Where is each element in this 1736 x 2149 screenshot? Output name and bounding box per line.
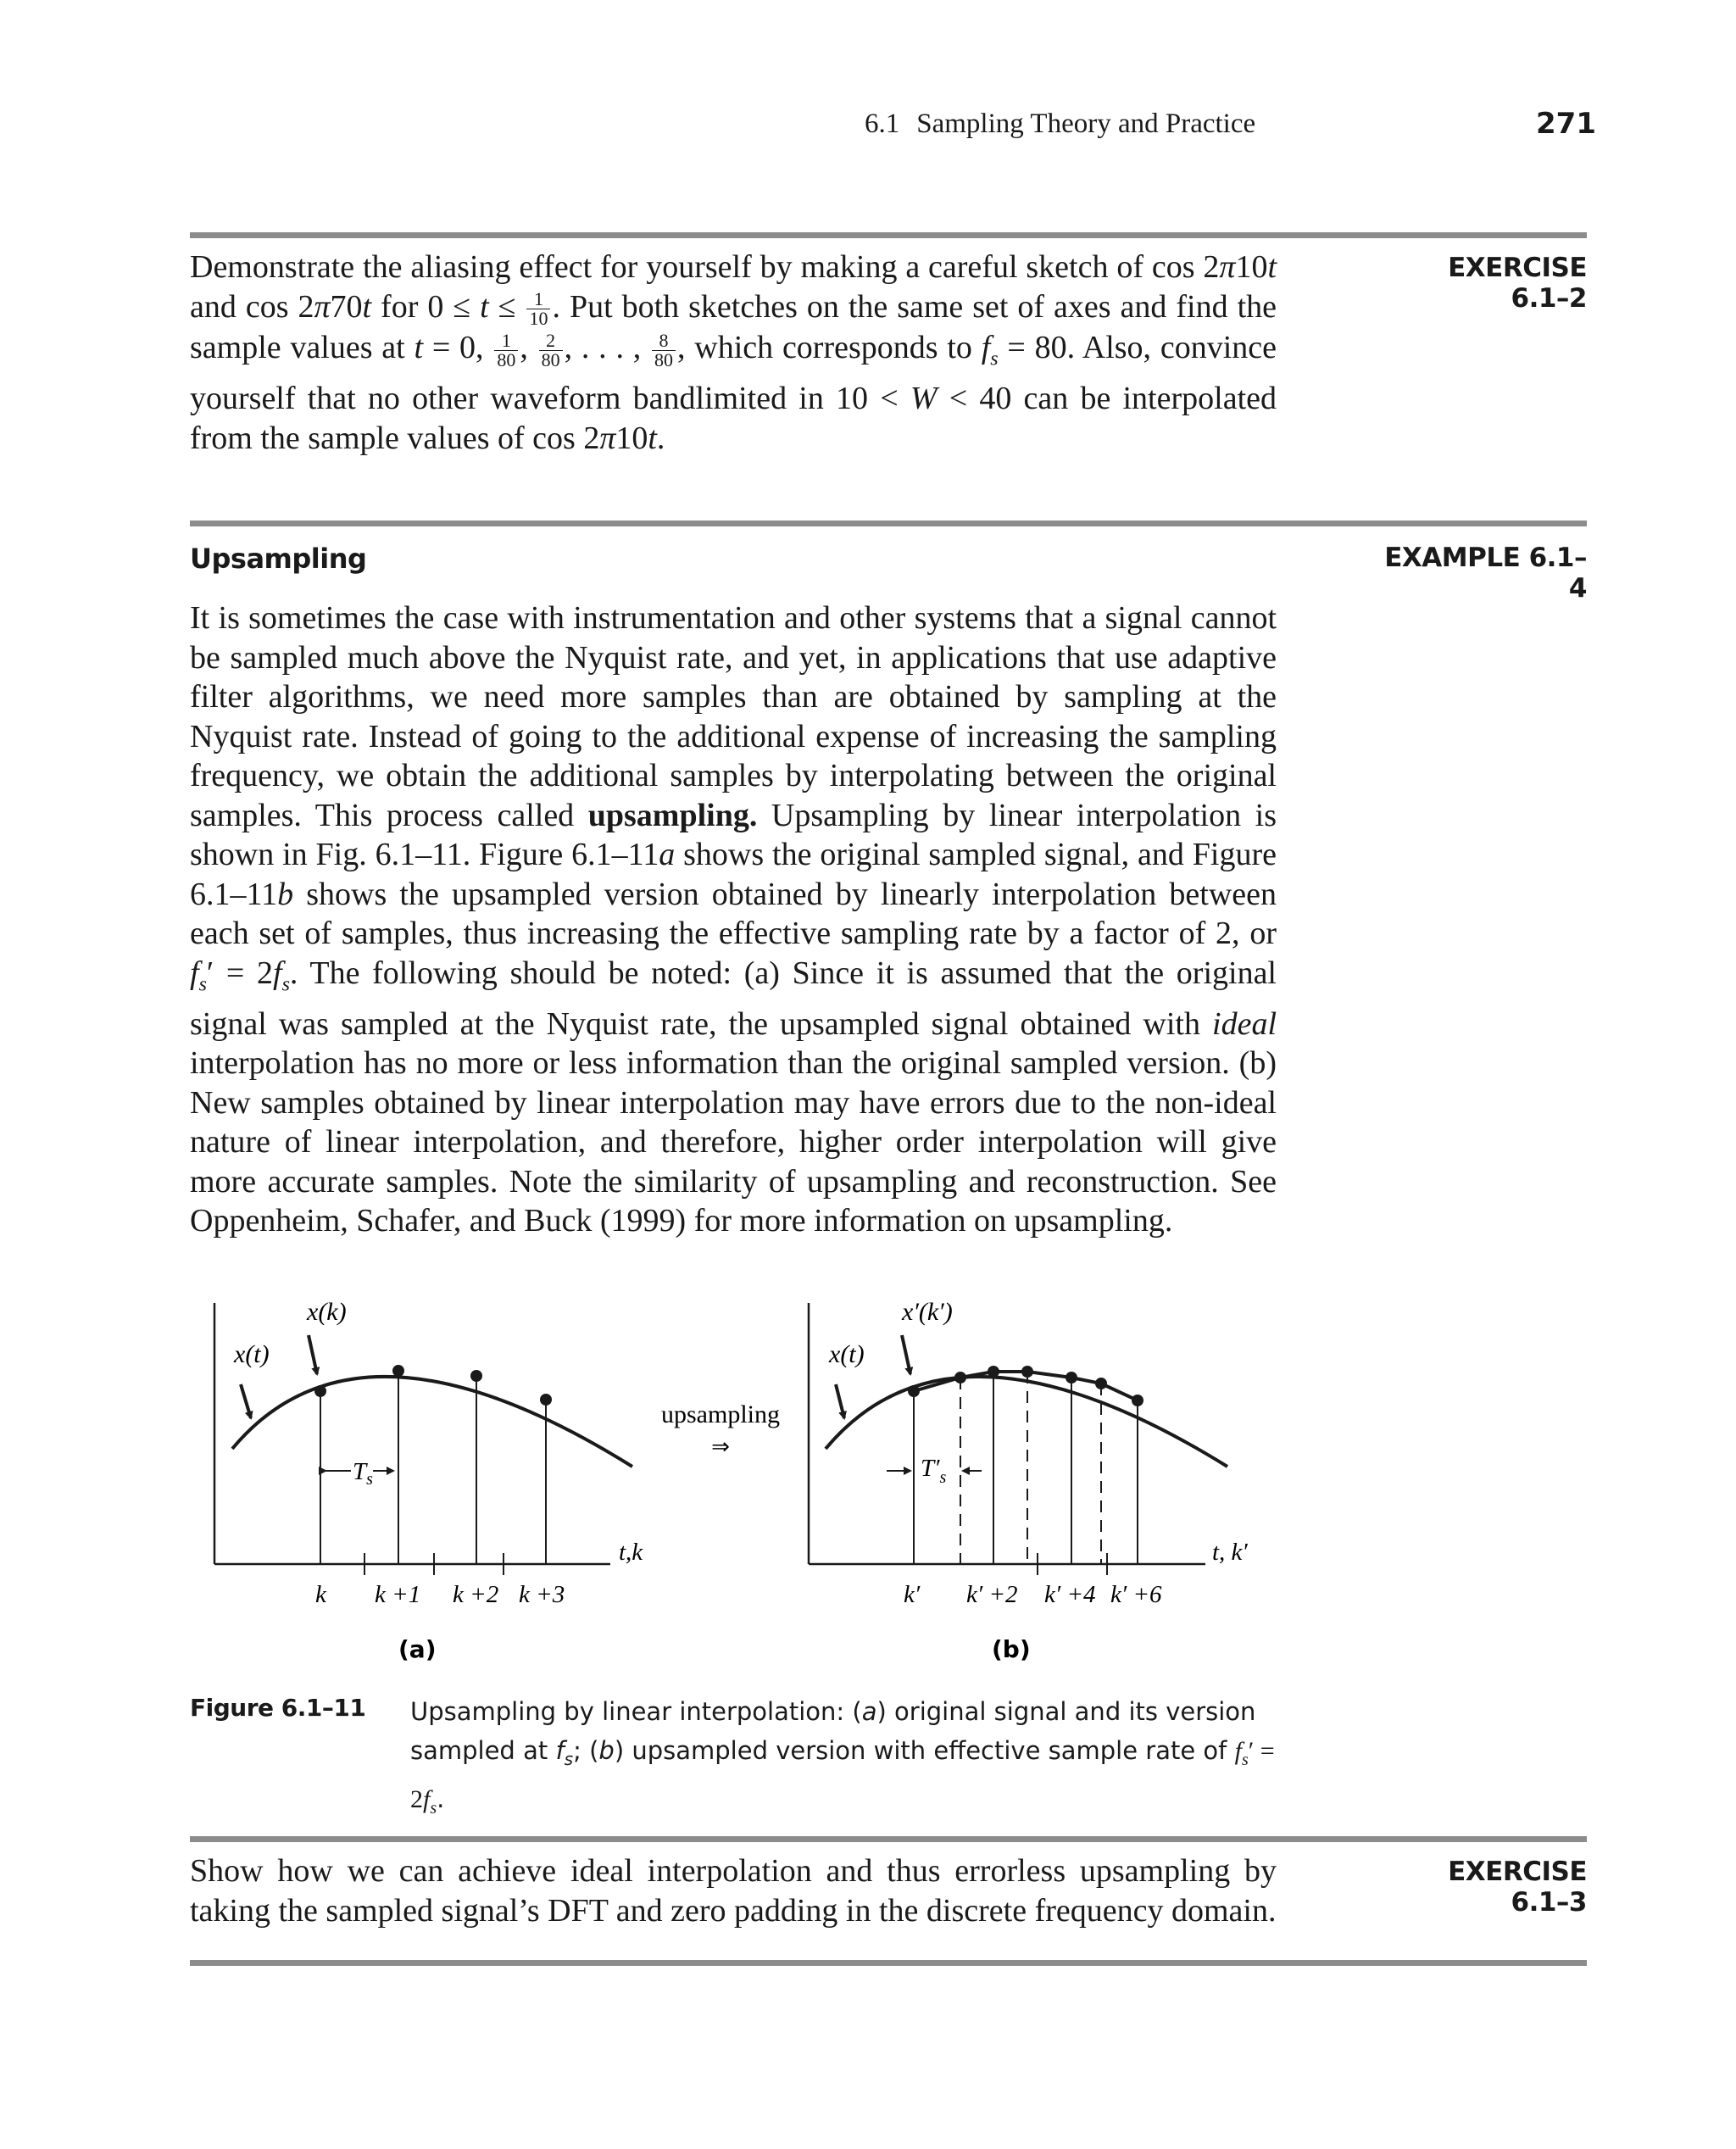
panel-b-signal-label: x(t)	[829, 1340, 865, 1368]
panel-b-sample-point	[1021, 1366, 1033, 1378]
panel-b-sample-point	[1095, 1378, 1107, 1389]
panel-a-tick-k: k	[315, 1581, 326, 1608]
panel-a-sample-point	[392, 1365, 404, 1377]
panel-a-sample-point	[470, 1370, 482, 1382]
panel-a-samples-arrow	[309, 1335, 317, 1374]
panel-b-label: (b)	[992, 1635, 1031, 1663]
example-614-label: EXAMPLE 6.1–4	[1384, 543, 1587, 604]
panel-a-tick-k2: k +2	[453, 1581, 499, 1608]
panel-b-tick-k4: k′ +4	[1044, 1581, 1096, 1608]
panel-b-samples-arrow	[902, 1335, 910, 1374]
figure-caption-text: Upsampling by linear interpolation: (a) original signal and its version sampled at $f_s$; (b) upsampled version with effective sample rate of $f_s' = 2f_s$.	[410, 1697, 1275, 1818]
panel-a-signal-label: x(t)	[234, 1340, 270, 1368]
panel-a-label: (a)	[398, 1635, 437, 1663]
exercise-613-label: EXERCISE 6.1–3	[1448, 1857, 1587, 1918]
rule-exercise-613	[190, 1836, 1587, 1842]
panel-a-signal-arrow	[241, 1384, 251, 1418]
panel-b-tick-k2: k′ +2	[966, 1581, 1018, 1608]
panel-a-samples-label: x(k)	[307, 1298, 347, 1326]
figure-6-1-11	[190, 1284, 1292, 1683]
figure-caption-label: Figure 6.1–11	[190, 1694, 366, 1722]
upsampling-arrow-text: upsampling	[661, 1400, 780, 1428]
section-title: Sampling Theory and Practice	[916, 109, 1256, 139]
panel-a-sample-point	[540, 1394, 552, 1406]
panel-b-period-label: $T'_s$	[921, 1455, 947, 1487]
panel-b	[809, 1298, 1248, 1663]
panel-a-period-label: $T_s$	[353, 1458, 373, 1489]
panel-b-axis-label: t, k′	[1212, 1539, 1248, 1566]
fraction-1-80: $\frac{1}{80}$	[494, 331, 518, 370]
panel-b-sample-point	[908, 1385, 920, 1397]
rule-example-614	[190, 521, 1587, 526]
fraction-8-80: $\frac{8}{80}$	[652, 331, 676, 370]
exercise-613-text: Show how we can achieve ideal interpolation and thus errorless upsampling by taking the sampled signal’s DFT and zero padding in the discrete frequency domain.	[190, 1853, 1277, 1929]
panel-b-signal-arrow	[836, 1384, 844, 1418]
panel-b-samples-label: x′(k′)	[902, 1298, 953, 1326]
panel-a	[214, 1298, 643, 1663]
panel-b-sample-point	[954, 1372, 966, 1383]
fraction-1-10: $\frac{1}{10}$	[526, 290, 550, 328]
panel-b-tick-k6: k′ +6	[1110, 1581, 1162, 1608]
running-header-section	[865, 109, 1255, 140]
example-heading: Upsampling	[190, 543, 367, 575]
page-number: 271	[1536, 107, 1596, 141]
rule-bottom	[190, 1960, 1587, 1966]
panel-a-tick-k1: k +1	[375, 1581, 421, 1608]
upsampling-arrow-symbol: ⇒	[711, 1434, 730, 1460]
section-number: 6.1	[865, 109, 900, 139]
fraction-2-80: $\frac{2}{80}$	[539, 331, 563, 370]
exercise-612-label: EXERCISE 6.1–2	[1448, 253, 1587, 314]
panel-b-sample-point	[1066, 1372, 1077, 1383]
panel-b-sample-point	[1132, 1395, 1143, 1406]
panel-a-axis-label: t,k	[619, 1539, 643, 1566]
panel-a-tick-k3: k +3	[519, 1581, 565, 1608]
example-614-body: It is sometimes the case with instrumentation and other systems that a signal cannot be sampled much above the Nyquist rate, and yet, in applications that use adaptive filter algorithms, we need more samples than are obtained by sampling at the Nyquist rate. Instead of going to the additional expense of increasing the sampling frequency, we obtain the additional samples by interpolating between the original samples. This process called upsampling. Upsampling by linear interpolation is shown in Fig. 6.1–11. Figure 6.1–11a shows the original sampled signal, and Figure 6.1–11b shows the upsampled version obtained by linearly interpolation between each set of samples, thus increasing the effective sampling rate by a factor of 2, or $f_s' = 2f_s$. The following should be noted: (a) Since it is assumed that the original signal was sampled at the Nyquist rate, the upsampled signal obtained with ideal interpolation has no more or less information than the original sampled version. (b) New samples obtained by linear interpolation may have errors due to the non-ideal nature of linear interpolation, and therefore, higher order interpolation will give more accurate samples. Note the similarity of upsampling and reconstruction. See Oppenheim, Schafer, and Buck (1999) for more information on upsampling.	[190, 600, 1277, 1239]
panel-a-signal-curve	[232, 1377, 632, 1467]
panel-b-tick-k: k′	[904, 1581, 921, 1608]
rule-exercise-612	[190, 232, 1587, 238]
panel-a-sample-point	[314, 1385, 326, 1397]
panel-b-sample-point	[988, 1366, 999, 1378]
exercise-612-text: Demonstrate the aliasing effect for yourself by making a careful sketch of cos 2π10t and cos 2π70t for 0 ≤ t ≤ $\frac{1}{10}$ . Put both sketches on the same set of axes and find the sample values at t = 0, $\frac{1}{80}$ , $\frac{2}{80}$ , . . . , $\frac{8}{80}$ , which corresponds to $f_s = 80$. Also, convince yourself that no other waveform bandlimited in 10 < W < 40 can be interpolated from the sample values of cos 2π10t.	[190, 249, 1277, 456]
